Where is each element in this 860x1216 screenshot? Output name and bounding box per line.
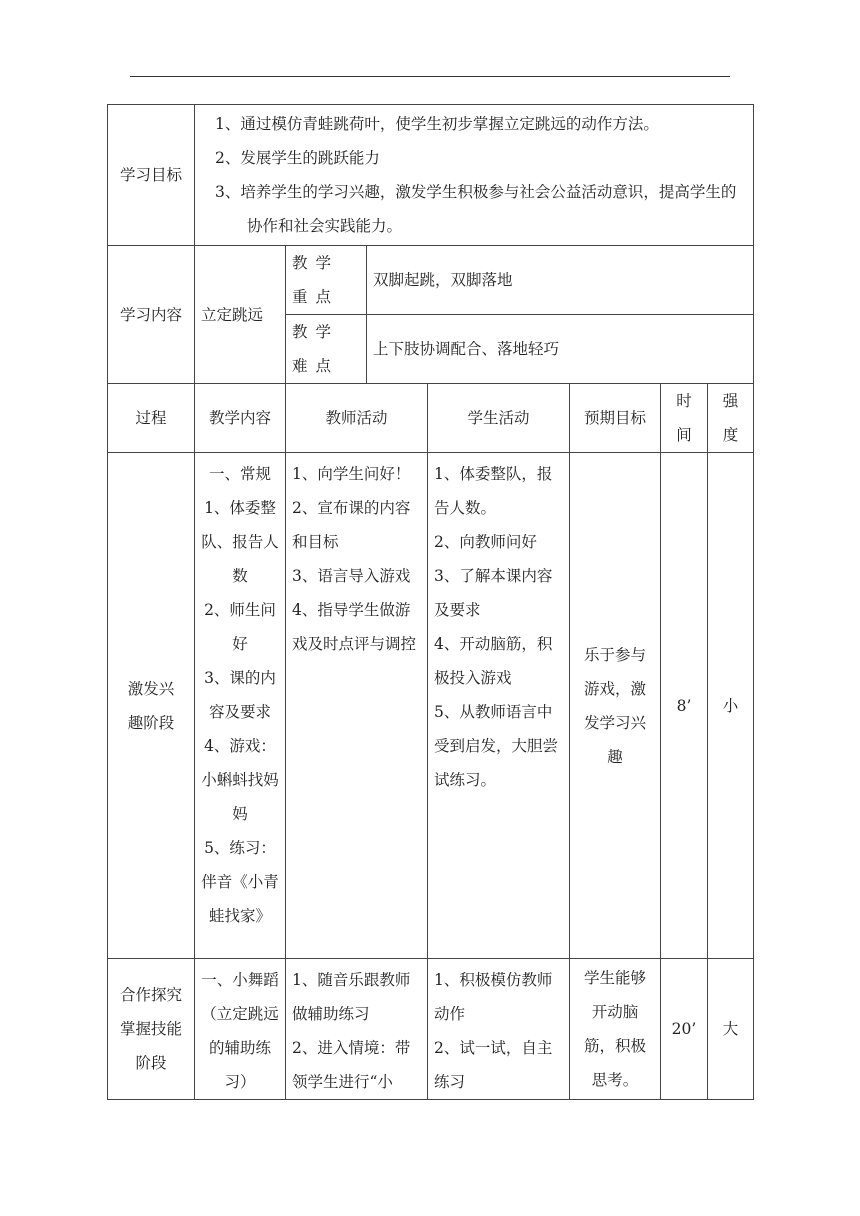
stage-student bbox=[428, 453, 570, 959]
goals-row bbox=[108, 105, 754, 246]
header-process: 过程 bbox=[108, 384, 195, 453]
student-item: 2、向教师问好 bbox=[434, 533, 537, 551]
student-item: 1、积极模仿教师动作 bbox=[434, 971, 553, 1023]
content-item: 3、课的内容及要求 bbox=[204, 669, 276, 721]
goal-item: 3、培养学生的学习兴趣，激发学生积极参与社会公益活动意识，提高学生的协作和社会实践能力。 bbox=[215, 183, 737, 235]
content-item: 一、小舞蹈（立定跳远的辅助练习） bbox=[201, 971, 279, 1091]
difficulty-value: 上下肢协调配合、落地轻巧 bbox=[367, 315, 754, 384]
student-item: 3、了解本课内容及要求 bbox=[434, 567, 553, 619]
goals-list bbox=[195, 105, 754, 246]
header-content: 教学内容 bbox=[195, 384, 286, 453]
stage-student bbox=[428, 959, 570, 1100]
student-item: 1、体委整队，报告人数。 bbox=[434, 465, 553, 517]
key-point-value: 双脚起跳，双脚落地 bbox=[367, 246, 754, 315]
goal-item: 2、发展学生的跳跃能力 bbox=[215, 149, 380, 167]
content-item: 一、常规 bbox=[208, 465, 271, 483]
content-label: 学习内容 bbox=[108, 246, 195, 384]
student-item: 4、开动脑筋，积极投入游戏 bbox=[434, 635, 553, 687]
header-teacher: 教师活动 bbox=[286, 384, 428, 453]
stage-time: 8’ bbox=[661, 453, 708, 959]
stage-row-2 bbox=[108, 959, 754, 1100]
stage-goal: 学生能够开动脑筋，积极思考。 bbox=[570, 959, 661, 1100]
content-item: 5、练习：伴音《小青蛙找家》 bbox=[201, 839, 279, 925]
content-item: 4、游戏：小蝌蚪找妈妈 bbox=[201, 737, 279, 823]
stage-intensity: 大 bbox=[708, 959, 754, 1100]
teacher-item: 2、进入情境：带领学生进行“小 bbox=[292, 1039, 411, 1091]
difficulty-label: 教学难点 bbox=[286, 315, 367, 384]
teacher-item: 4、指导学生做游戏及时点评与调控 bbox=[292, 601, 417, 653]
stage-content bbox=[195, 959, 286, 1100]
lesson-plan-table bbox=[107, 104, 754, 1100]
stage-time: 20’ bbox=[661, 959, 708, 1100]
content-item: 2、师生问好 bbox=[204, 601, 276, 653]
student-item: 2、试一试，自主练习 bbox=[434, 1039, 553, 1091]
teacher-item: 1、随音乐跟教师做辅助练习 bbox=[292, 971, 411, 1023]
stage-content bbox=[195, 453, 286, 959]
goal-item: 1、通过模仿青蛙跳荷叶，使学生初步掌握立定跳远的动作方法。 bbox=[215, 115, 659, 133]
stage-intensity: 小 bbox=[708, 453, 754, 959]
header-rule bbox=[130, 76, 730, 77]
header-time: 时间 bbox=[661, 384, 708, 453]
key-point-label: 教学重点 bbox=[286, 246, 367, 315]
column-header-row bbox=[108, 384, 754, 453]
stage-teacher bbox=[286, 453, 428, 959]
goals-label: 学习目标 bbox=[108, 105, 195, 246]
teacher-item: 2、宣布课的内容和目标 bbox=[292, 499, 411, 551]
header-goal: 预期目标 bbox=[570, 384, 661, 453]
stage-phase: 合作探究掌握技能阶段 bbox=[108, 959, 195, 1100]
stage-teacher bbox=[286, 959, 428, 1100]
teacher-item: 3、语言导入游戏 bbox=[292, 567, 411, 585]
header-student: 学生活动 bbox=[428, 384, 570, 453]
key-point-row bbox=[108, 246, 754, 315]
stage-goal: 乐于参与游戏，激发学习兴趣 bbox=[570, 453, 661, 959]
content-topic: 立定跳远 bbox=[195, 246, 286, 384]
header-intensity: 强度 bbox=[708, 384, 754, 453]
content-item: 1、体委整队、报告人数 bbox=[201, 499, 279, 585]
stage-row-1 bbox=[108, 453, 754, 959]
student-item: 5、从教师语言中受到启发，大胆尝试练习。 bbox=[434, 703, 559, 789]
stage-phase: 激发兴趣阶段 bbox=[108, 453, 195, 959]
teacher-item: 1、向学生问好！ bbox=[292, 465, 411, 483]
